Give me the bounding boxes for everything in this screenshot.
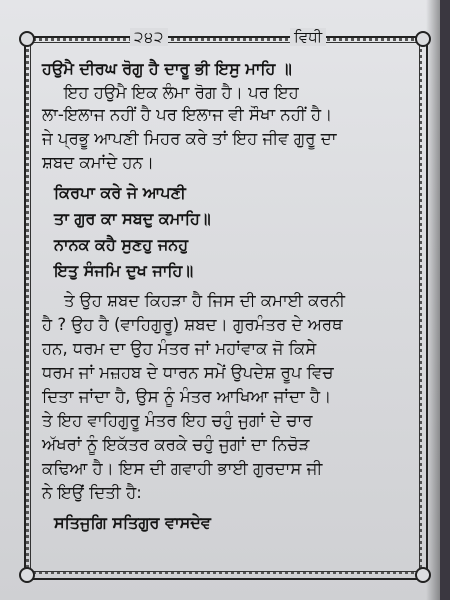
paragraph-line: ਨੇ ਇਉਂ ਦਿਤੀ ਹੈ: bbox=[42, 483, 142, 502]
paragraph-line: ਅੱਖਰਾਂ ਨੂੰ ਇਕੱਤਰ ਕਰਕੇ ਚਹੁੰ ਜੁਗਾਂ ਦਾ ਨਿਚੋੜ bbox=[42, 435, 310, 454]
paragraph-line: ਇਹ ਹਉਮੈ ਇਕ ਲੰਮਾ ਰੋਗ ਹੈ। ਪਰ ਇਹ bbox=[64, 83, 299, 102]
spine-shadow bbox=[426, 0, 440, 600]
paragraph-line: ਲਾ-ਇਲਾਜ ਨਹੀਂ ਹੈ ਪਰ ਇਲਾਜ ਵੀ ਸੌਖਾ ਨਹੀਂ ਹੈ। bbox=[42, 105, 333, 124]
paragraph-line: ਹਨ, ਧਰਮ ਦਾ ਉਹ ਮੰਤਰ ਜਾਂ ਮਹਾਂਵਾਕ ਜੋ ਕਿਸੇ bbox=[42, 339, 317, 358]
corner-ornament-bottom-left bbox=[19, 567, 35, 583]
paragraph-line: ਤੇ ਇਹ ਵਾਹਿਗੁਰੂ ਮੰਤਰ ਇਹ ਚਹੁੰ ਜੁਗਾਂ ਦੇ ਚਾਰ bbox=[42, 411, 313, 430]
verse-line: ਇਤੁ ਸੰਜਮਿ ਦੁਖ ਜਾਹਿ॥ bbox=[54, 261, 194, 280]
corner-ornament-bottom-right bbox=[415, 567, 431, 583]
paragraph-line: ਤੇ ਉਹ ਸ਼ਬਦ ਕਿਹੜਾ ਹੈ ਜਿਸ ਦੀ ਕਮਾਈ ਕਰਨੀ bbox=[64, 291, 345, 310]
page-number: ੨੪੨ bbox=[130, 28, 168, 46]
verse-line: ਨਾਨਕ ਕਹੈ ਸੁਣਹੁ ਜਨਹੁ bbox=[54, 235, 189, 254]
verse-line: ਕਿਰਪਾ ਕਰੇ ਜੇ ਆਪਣੀ bbox=[54, 183, 186, 202]
verse-line-opening: ਹਉਮੈ ਦੀਰਘ ਰੋਗੁ ਹੈ ਦਾਰੂ ਭੀ ਇਸੁ ਮਾਹਿ ॥ bbox=[42, 59, 292, 78]
paragraph-line: ਹੈ ? ਉਹ ਹੈ (ਵਾਹਿਗੁਰੂ) ਸ਼ਬਦ। ਗੁਰਮੰਤਰ ਦੇ ਅਰਥ bbox=[42, 315, 343, 334]
paragraph-line: ਕਢਿਆ ਹੈ। ਇਸ ਦੀ ਗਵਾਹੀ ਭਾਈ ਗੁਰਦਾਸ ਜੀ bbox=[42, 459, 323, 478]
running-head: ਵਿਧੀ bbox=[290, 28, 326, 46]
verse-line-closing: ਸਤਿਜੁਗਿ ਸਤਿਗੁਰ ਵਾਸਦੇਵ bbox=[54, 513, 211, 532]
corner-ornament-top-left bbox=[19, 31, 35, 47]
paragraph-line: ਸ਼ਬਦ ਕਮਾਂਦੇ ਹਨ। bbox=[42, 153, 154, 172]
paragraph-line: ਜੇ ਪ੍ਰਭੂ ਆਪਣੀ ਮਿਹਰ ਕਰੇ ਤਾਂ ਇਹ ਜੀਵ ਗੁਰੂ ਦਾ bbox=[42, 129, 337, 148]
corner-ornament-top-right bbox=[415, 31, 431, 47]
verse-line: ਤਾ ਗੁਰ ਕਾ ਸਬਦੁ ਕਮਾਹਿ॥ bbox=[54, 209, 211, 228]
paragraph-line: ਦਿਤਾ ਜਾਂਦਾ ਹੈ, ਉਸ ਨੂੰ ਮੰਤਰ ਆਖਿਆ ਜਾਂਦਾ ਹੈ। bbox=[42, 387, 332, 406]
paragraph-line: ਧਰਮ ਜਾਂ ਮਜ਼ਹਬ ਦੇ ਧਾਰਨ ਸਮੇਂ ਉਪਦੇਸ਼ ਰੂਪ ਵਿਚ bbox=[42, 363, 334, 382]
